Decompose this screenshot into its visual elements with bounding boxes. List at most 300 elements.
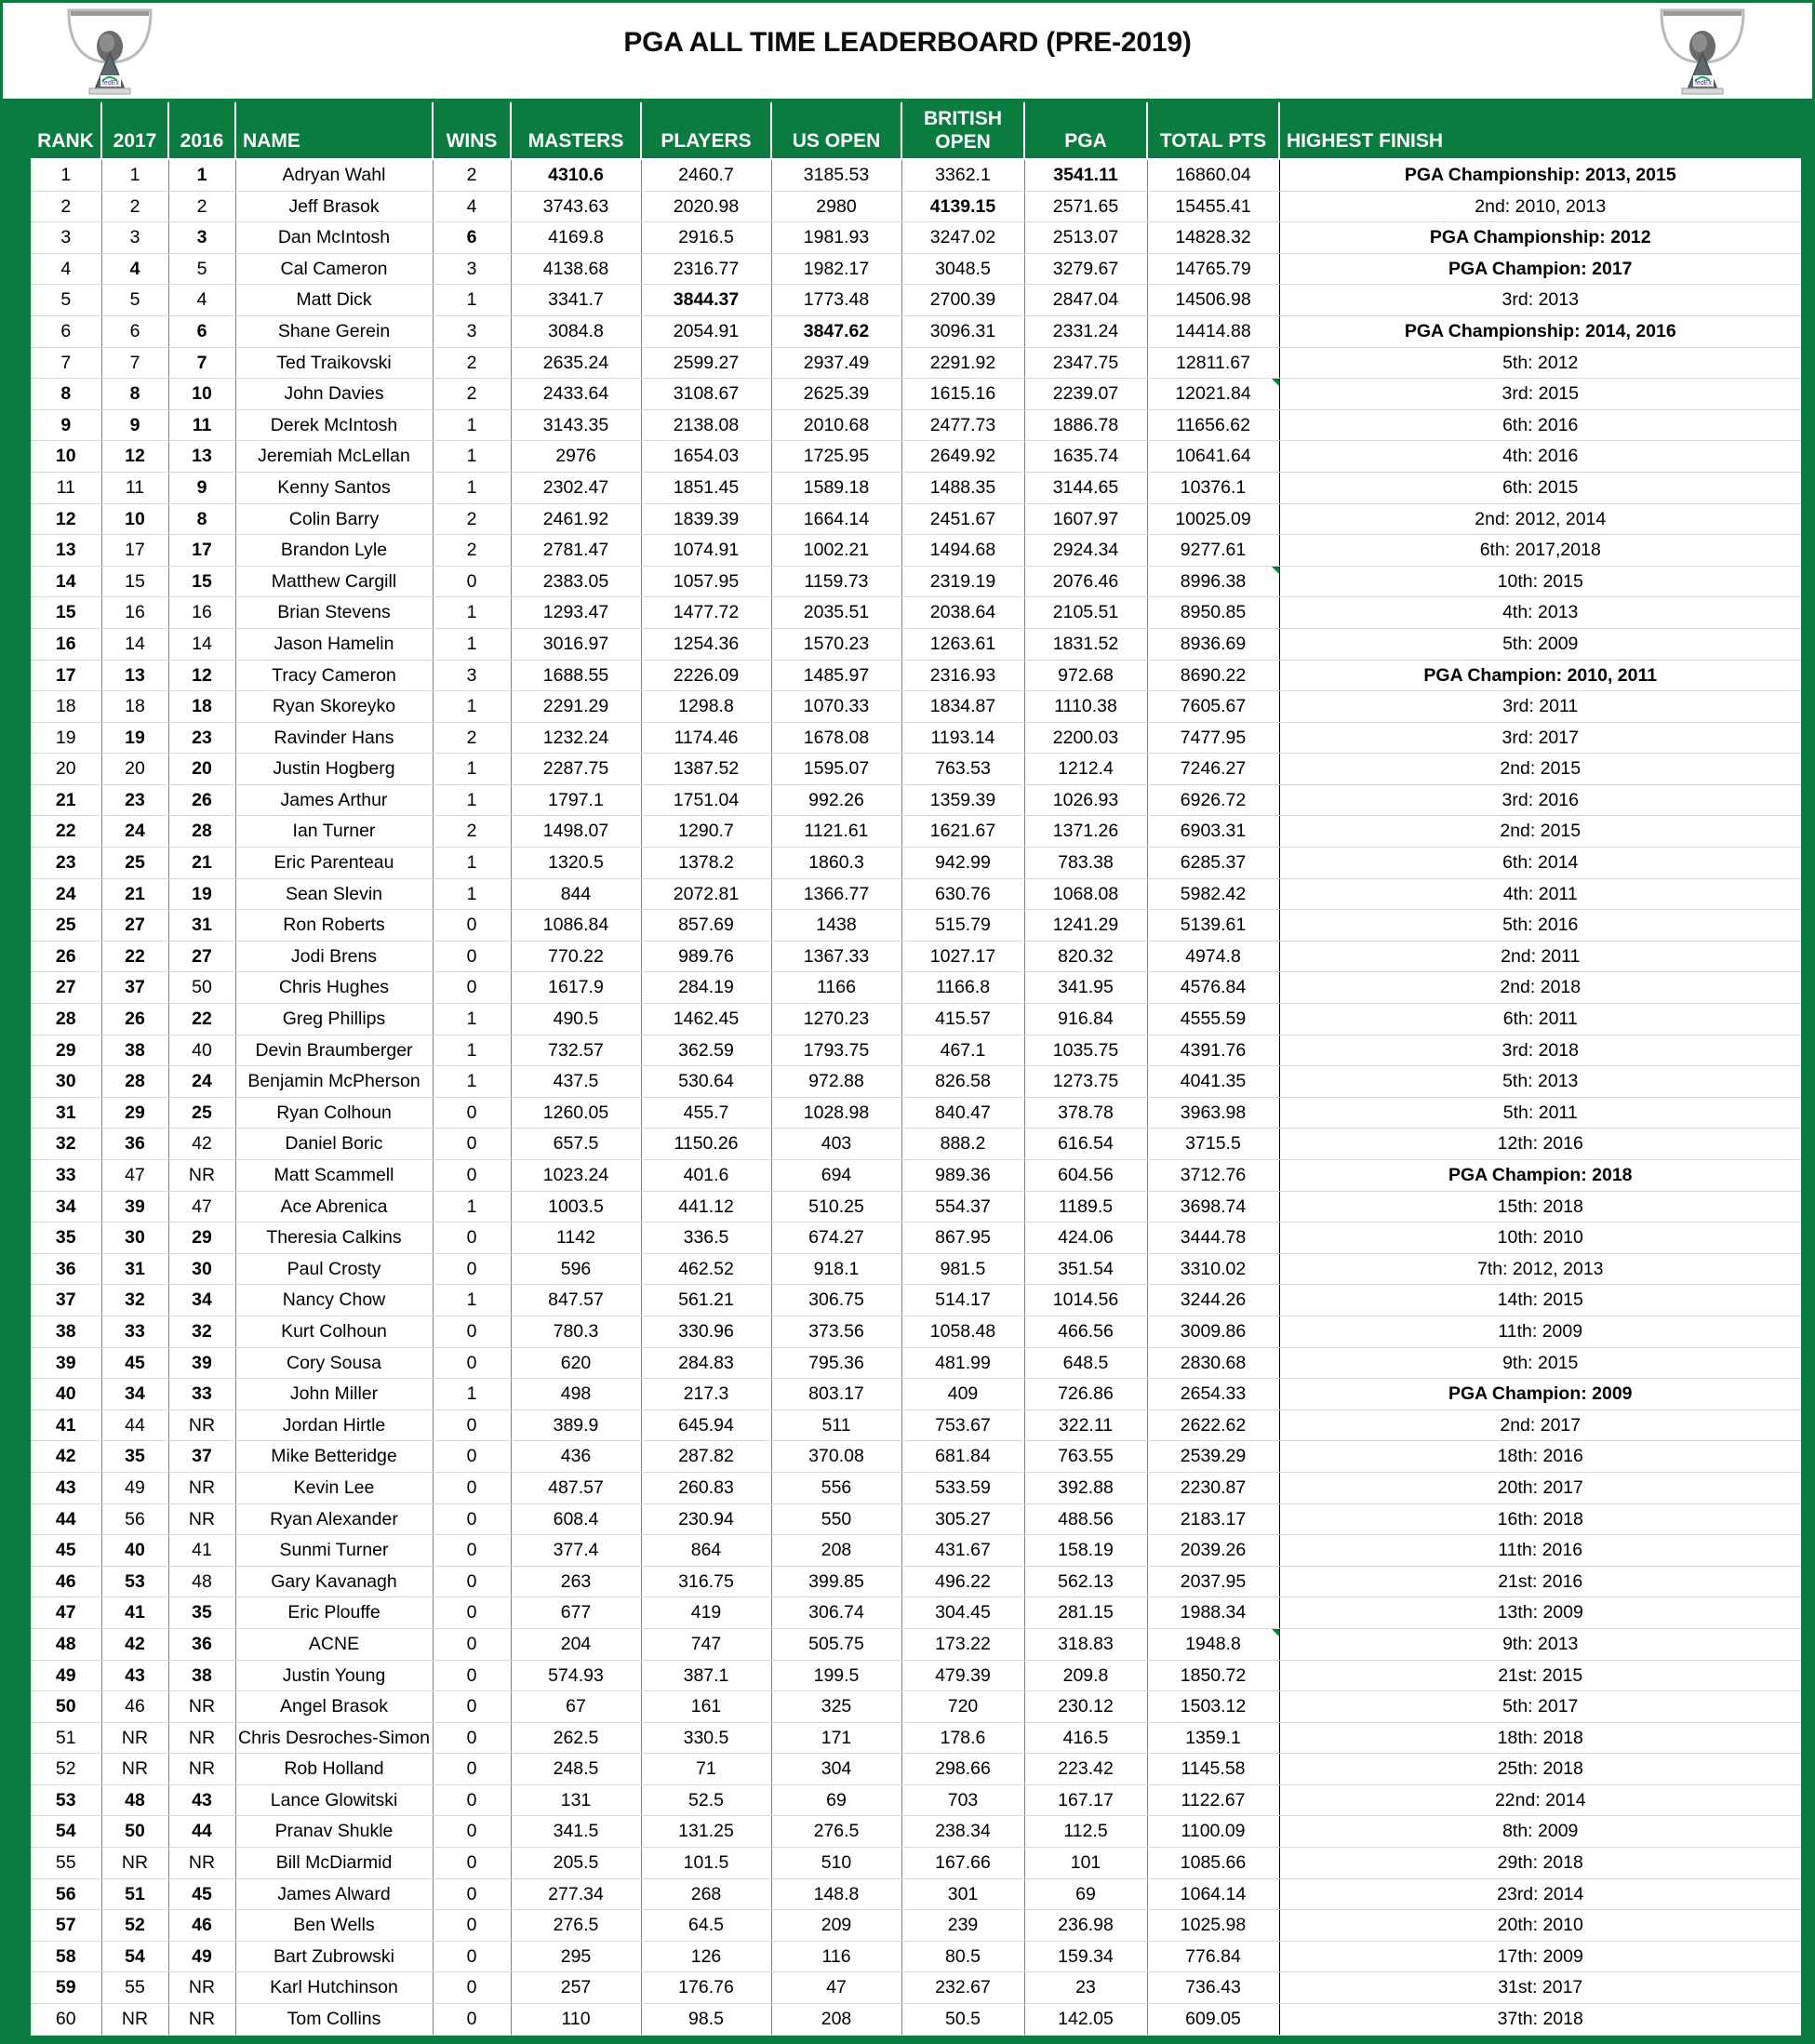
- cell-2017[interactable]: 24: [101, 816, 168, 848]
- cell-pga[interactable]: 604.56: [1024, 1160, 1147, 1192]
- cell-us-open[interactable]: 1773.48: [771, 285, 901, 316]
- cell-players[interactable]: 330.5: [641, 1722, 771, 1754]
- cell-rank[interactable]: 39: [31, 1347, 101, 1379]
- cell-2016[interactable]: 26: [168, 784, 235, 816]
- cell-players[interactable]: 1074.91: [641, 535, 771, 567]
- cell-2017[interactable]: 45: [101, 1347, 168, 1379]
- cell-pga[interactable]: 2200.03: [1024, 722, 1147, 754]
- cell-2016[interactable]: 24: [168, 1066, 235, 1098]
- cell-total-pts[interactable]: 6926.72: [1147, 784, 1279, 816]
- cell-players[interactable]: 64.5: [641, 1910, 771, 1942]
- cell-total-pts[interactable]: 3009.86: [1147, 1316, 1279, 1347]
- cell-players[interactable]: 1057.95: [641, 566, 771, 597]
- cell-us-open[interactable]: 1982.17: [771, 253, 901, 285]
- cell-players[interactable]: 362.59: [641, 1035, 771, 1066]
- table-row[interactable]: [31, 1535, 1801, 1567]
- cell-name[interactable]: Sunmi Turner: [235, 1535, 433, 1567]
- cell-us-open[interactable]: 276.5: [771, 1816, 901, 1848]
- cell-pga[interactable]: 2076.46: [1024, 566, 1147, 597]
- cell-total-pts[interactable]: 11656.62: [1147, 409, 1279, 441]
- cell-british-open[interactable]: 167.66: [901, 1848, 1024, 1879]
- cell-highest-finish[interactable]: 12th: 2016: [1279, 1129, 1801, 1160]
- cell-name[interactable]: Theresia Calkins: [235, 1222, 433, 1254]
- cell-players[interactable]: 387.1: [641, 1660, 771, 1691]
- cell-british-open[interactable]: 2477.73: [901, 409, 1024, 441]
- cell-pga[interactable]: 466.56: [1024, 1316, 1147, 1347]
- cell-name[interactable]: Justin Hogberg: [235, 754, 433, 785]
- table-row[interactable]: [31, 347, 1801, 379]
- cell-2016[interactable]: NR: [168, 1848, 235, 1879]
- cell-total-pts[interactable]: 4555.59: [1147, 1004, 1279, 1035]
- cell-2016[interactable]: NR: [168, 1691, 235, 1723]
- cell-masters[interactable]: 2302.47: [511, 472, 641, 503]
- cell-total-pts[interactable]: 4391.76: [1147, 1035, 1279, 1066]
- cell-total-pts[interactable]: 8996.38: [1147, 566, 1279, 597]
- cell-rank[interactable]: 30: [31, 1066, 101, 1098]
- table-row[interactable]: [31, 1660, 1801, 1691]
- cell-name[interactable]: Jason Hamelin: [235, 628, 433, 660]
- cell-players[interactable]: 441.12: [641, 1191, 771, 1222]
- cell-2017[interactable]: 44: [101, 1409, 168, 1441]
- cell-wins[interactable]: 0: [433, 1878, 511, 1910]
- cell-name[interactable]: Matt Scammell: [235, 1160, 433, 1192]
- cell-name[interactable]: Paul Crosty: [235, 1253, 433, 1285]
- cell-2016[interactable]: NR: [168, 2004, 235, 2036]
- cell-masters[interactable]: 1023.24: [511, 1160, 641, 1192]
- table-row[interactable]: [31, 628, 1801, 660]
- cell-2017[interactable]: 12: [101, 441, 168, 473]
- cell-pga[interactable]: 378.78: [1024, 1097, 1147, 1129]
- cell-rank[interactable]: 14: [31, 566, 101, 597]
- column-header-rank[interactable]: RANK: [31, 102, 101, 159]
- cell-2017[interactable]: 3: [101, 222, 168, 254]
- cell-name[interactable]: ACNE: [235, 1628, 433, 1660]
- cell-wins[interactable]: 0: [433, 1910, 511, 1942]
- cell-wins[interactable]: 0: [433, 1160, 511, 1192]
- cell-pga[interactable]: 351.54: [1024, 1253, 1147, 1285]
- cell-highest-finish[interactable]: 2nd: 2015: [1279, 754, 1801, 785]
- cell-name[interactable]: Jeff Brasok: [235, 191, 433, 222]
- cell-2017[interactable]: 17: [101, 535, 168, 567]
- cell-name[interactable]: Jeremiah McLellan: [235, 441, 433, 473]
- cell-wins[interactable]: 0: [433, 941, 511, 972]
- cell-rank[interactable]: 28: [31, 1004, 101, 1035]
- cell-total-pts[interactable]: 2654.33: [1147, 1379, 1279, 1410]
- cell-british-open[interactable]: 3362.1: [901, 159, 1024, 191]
- cell-rank[interactable]: 41: [31, 1409, 101, 1441]
- cell-pga[interactable]: 230.12: [1024, 1691, 1147, 1723]
- cell-wins[interactable]: 2: [433, 535, 511, 567]
- cell-2016[interactable]: 25: [168, 1097, 235, 1129]
- cell-highest-finish[interactable]: 37th: 2018: [1279, 2004, 1801, 2036]
- cell-highest-finish[interactable]: 2nd: 2017: [1279, 1409, 1801, 1441]
- cell-2017[interactable]: 48: [101, 1784, 168, 1816]
- cell-wins[interactable]: 0: [433, 1566, 511, 1597]
- cell-name[interactable]: Ryan Alexander: [235, 1503, 433, 1535]
- cell-highest-finish[interactable]: 14th: 2015: [1279, 1285, 1801, 1316]
- cell-british-open[interactable]: 409: [901, 1379, 1024, 1410]
- cell-wins[interactable]: 1: [433, 1191, 511, 1222]
- cell-british-open[interactable]: 178.6: [901, 1722, 1024, 1754]
- cell-2017[interactable]: 40: [101, 1535, 168, 1567]
- cell-name[interactable]: Karl Hutchinson: [235, 1972, 433, 2004]
- cell-pga[interactable]: 616.54: [1024, 1129, 1147, 1160]
- cell-pga[interactable]: 2331.24: [1024, 315, 1147, 347]
- cell-masters[interactable]: 377.4: [511, 1535, 641, 1567]
- cell-masters[interactable]: 1320.5: [511, 848, 641, 879]
- cell-british-open[interactable]: 1834.87: [901, 691, 1024, 723]
- cell-rank[interactable]: 32: [31, 1129, 101, 1160]
- cell-us-open[interactable]: 510.25: [771, 1191, 901, 1222]
- cell-name[interactable]: Benjamin McPherson: [235, 1066, 433, 1098]
- cell-total-pts[interactable]: 1988.34: [1147, 1597, 1279, 1629]
- cell-rank[interactable]: 42: [31, 1441, 101, 1473]
- cell-british-open[interactable]: 1621.67: [901, 816, 1024, 848]
- cell-rank[interactable]: 18: [31, 691, 101, 723]
- cell-2016[interactable]: 50: [168, 972, 235, 1004]
- cell-pga[interactable]: 392.88: [1024, 1472, 1147, 1503]
- cell-british-open[interactable]: 840.47: [901, 1097, 1024, 1129]
- cell-pga[interactable]: 763.55: [1024, 1441, 1147, 1473]
- cell-2016[interactable]: 3: [168, 222, 235, 254]
- cell-name[interactable]: Colin Barry: [235, 503, 433, 535]
- cell-players[interactable]: 747: [641, 1628, 771, 1660]
- cell-2016[interactable]: 18: [168, 691, 235, 723]
- cell-name[interactable]: Mike Betteridge: [235, 1441, 433, 1473]
- cell-highest-finish[interactable]: PGA Champion: 2010, 2011: [1279, 660, 1801, 691]
- cell-total-pts[interactable]: 9277.61: [1147, 535, 1279, 567]
- cell-masters[interactable]: 262.5: [511, 1722, 641, 1754]
- cell-rank[interactable]: 51: [31, 1722, 101, 1754]
- cell-masters[interactable]: 847.57: [511, 1285, 641, 1316]
- cell-masters[interactable]: 1260.05: [511, 1097, 641, 1129]
- cell-pga[interactable]: 1189.5: [1024, 1191, 1147, 1222]
- cell-2016[interactable]: 21: [168, 848, 235, 879]
- cell-highest-finish[interactable]: 10th: 2015: [1279, 566, 1801, 597]
- cell-masters[interactable]: 1003.5: [511, 1191, 641, 1222]
- cell-rank[interactable]: 2: [31, 191, 101, 222]
- cell-us-open[interactable]: 1589.18: [771, 472, 901, 503]
- table-row[interactable]: [31, 1253, 1801, 1285]
- cell-2017[interactable]: 20: [101, 754, 168, 785]
- cell-pga[interactable]: 820.32: [1024, 941, 1147, 972]
- cell-total-pts[interactable]: 14414.88: [1147, 315, 1279, 347]
- cell-wins[interactable]: 2: [433, 503, 511, 535]
- cell-british-open[interactable]: 4139.15: [901, 191, 1024, 222]
- cell-rank[interactable]: 20: [31, 754, 101, 785]
- cell-wins[interactable]: 0: [433, 1129, 511, 1160]
- cell-highest-finish[interactable]: 6th: 2014: [1279, 848, 1801, 879]
- table-row[interactable]: [31, 441, 1801, 473]
- cell-players[interactable]: 2460.7: [641, 159, 771, 191]
- cell-us-open[interactable]: 171: [771, 1722, 901, 1754]
- cell-players[interactable]: 1150.26: [641, 1129, 771, 1160]
- cell-name[interactable]: Ravinder Hans: [235, 722, 433, 754]
- cell-total-pts[interactable]: 2539.29: [1147, 1441, 1279, 1473]
- cell-wins[interactable]: 1: [433, 597, 511, 629]
- cell-us-open[interactable]: 1002.21: [771, 535, 901, 567]
- cell-players[interactable]: 1654.03: [641, 441, 771, 473]
- cell-players[interactable]: 1298.8: [641, 691, 771, 723]
- cell-2016[interactable]: NR: [168, 1160, 235, 1192]
- cell-british-open[interactable]: 2649.92: [901, 441, 1024, 473]
- cell-2016[interactable]: NR: [168, 1972, 235, 2004]
- cell-highest-finish[interactable]: 2nd: 2018: [1279, 972, 1801, 1004]
- cell-wins[interactable]: 1: [433, 1379, 511, 1410]
- cell-pga[interactable]: 223.42: [1024, 1754, 1147, 1785]
- cell-2016[interactable]: 9: [168, 472, 235, 503]
- cell-2016[interactable]: 10: [168, 379, 235, 410]
- cell-masters[interactable]: 3743.63: [511, 191, 641, 222]
- table-row[interactable]: [31, 159, 1801, 191]
- cell-2017[interactable]: NR: [101, 2004, 168, 2036]
- cell-highest-finish[interactable]: 5th: 2016: [1279, 910, 1801, 942]
- cell-highest-finish[interactable]: 6th: 2011: [1279, 1004, 1801, 1035]
- cell-masters[interactable]: 657.5: [511, 1129, 641, 1160]
- cell-2017[interactable]: 53: [101, 1566, 168, 1597]
- cell-name[interactable]: Eric Parenteau: [235, 848, 433, 879]
- cell-wins[interactable]: 0: [433, 2004, 511, 2036]
- cell-name[interactable]: Brandon Lyle: [235, 535, 433, 567]
- cell-2017[interactable]: 43: [101, 1660, 168, 1691]
- cell-pga[interactable]: 142.05: [1024, 2004, 1147, 2036]
- cell-british-open[interactable]: 298.66: [901, 1754, 1024, 1785]
- cell-total-pts[interactable]: 15455.41: [1147, 191, 1279, 222]
- column-header-2016[interactable]: 2016: [168, 102, 235, 159]
- cell-rank[interactable]: 49: [31, 1660, 101, 1691]
- cell-2017[interactable]: NR: [101, 1722, 168, 1754]
- cell-pga[interactable]: 101: [1024, 1848, 1147, 1879]
- cell-2017[interactable]: 47: [101, 1160, 168, 1192]
- cell-wins[interactable]: 0: [433, 1722, 511, 1754]
- cell-us-open[interactable]: 148.8: [771, 1878, 901, 1910]
- cell-pga[interactable]: 3279.67: [1024, 253, 1147, 285]
- cell-highest-finish[interactable]: 15th: 2018: [1279, 1191, 1801, 1222]
- cell-wins[interactable]: 1: [433, 1004, 511, 1035]
- cell-wins[interactable]: 1: [433, 691, 511, 723]
- cell-total-pts[interactable]: 2830.68: [1147, 1347, 1279, 1379]
- cell-2016[interactable]: 37: [168, 1441, 235, 1473]
- cell-pga[interactable]: 488.56: [1024, 1503, 1147, 1535]
- cell-highest-finish[interactable]: 22nd: 2014: [1279, 1784, 1801, 1816]
- cell-pga[interactable]: 159.34: [1024, 1941, 1147, 1972]
- cell-wins[interactable]: 1: [433, 754, 511, 785]
- cell-name[interactable]: Adryan Wahl: [235, 159, 433, 191]
- cell-2017[interactable]: 34: [101, 1379, 168, 1410]
- cell-us-open[interactable]: 992.26: [771, 784, 901, 816]
- cell-us-open[interactable]: 1166: [771, 972, 901, 1004]
- cell-rank[interactable]: 43: [31, 1472, 101, 1503]
- table-row[interactable]: [31, 848, 1801, 879]
- table-row[interactable]: [31, 1566, 1801, 1597]
- cell-wins[interactable]: 1: [433, 472, 511, 503]
- cell-highest-finish[interactable]: 3rd: 2017: [1279, 722, 1801, 754]
- table-row[interactable]: [31, 1848, 1801, 1879]
- cell-highest-finish[interactable]: 10th: 2010: [1279, 1222, 1801, 1254]
- cell-british-open[interactable]: 533.59: [901, 1472, 1024, 1503]
- cell-masters[interactable]: 110: [511, 2004, 641, 2036]
- cell-total-pts[interactable]: 5139.61: [1147, 910, 1279, 942]
- cell-wins[interactable]: 0: [433, 1691, 511, 1723]
- cell-total-pts[interactable]: 6903.31: [1147, 816, 1279, 848]
- cell-2016[interactable]: 17: [168, 535, 235, 567]
- cell-rank[interactable]: 59: [31, 1972, 101, 2004]
- cell-wins[interactable]: 0: [433, 1848, 511, 1879]
- cell-rank[interactable]: 55: [31, 1848, 101, 1879]
- cell-us-open[interactable]: 803.17: [771, 1379, 901, 1410]
- cell-us-open[interactable]: 1725.95: [771, 441, 901, 473]
- table-row[interactable]: [31, 315, 1801, 347]
- cell-us-open[interactable]: 306.75: [771, 1285, 901, 1316]
- cell-us-open[interactable]: 399.85: [771, 1566, 901, 1597]
- cell-players[interactable]: 989.76: [641, 941, 771, 972]
- cell-2017[interactable]: 8: [101, 379, 168, 410]
- cell-masters[interactable]: 131: [511, 1784, 641, 1816]
- cell-pga[interactable]: 2571.65: [1024, 191, 1147, 222]
- cell-2016[interactable]: 46: [168, 1910, 235, 1942]
- cell-us-open[interactable]: 1485.97: [771, 660, 901, 691]
- table-row[interactable]: [31, 1066, 1801, 1098]
- cell-players[interactable]: 1751.04: [641, 784, 771, 816]
- cell-highest-finish[interactable]: 2nd: 2012, 2014: [1279, 503, 1801, 535]
- cell-masters[interactable]: 1232.24: [511, 722, 641, 754]
- cell-2016[interactable]: 38: [168, 1660, 235, 1691]
- table-row[interactable]: [31, 1222, 1801, 1254]
- cell-2016[interactable]: NR: [168, 1472, 235, 1503]
- cell-british-open[interactable]: 1494.68: [901, 535, 1024, 567]
- cell-total-pts[interactable]: 4576.84: [1147, 972, 1279, 1004]
- cell-total-pts[interactable]: 8936.69: [1147, 628, 1279, 660]
- cell-british-open[interactable]: 2319.19: [901, 566, 1024, 597]
- cell-name[interactable]: Ian Turner: [235, 816, 433, 848]
- cell-pga[interactable]: 1607.97: [1024, 503, 1147, 535]
- cell-name[interactable]: Cory Sousa: [235, 1347, 433, 1379]
- cell-total-pts[interactable]: 14765.79: [1147, 253, 1279, 285]
- cell-highest-finish[interactable]: 13th: 2009: [1279, 1597, 1801, 1629]
- cell-pga[interactable]: 69: [1024, 1878, 1147, 1910]
- cell-name[interactable]: Ben Wells: [235, 1910, 433, 1942]
- column-header-us-open[interactable]: US OPEN: [771, 102, 901, 159]
- cell-us-open[interactable]: 1570.23: [771, 628, 901, 660]
- cell-2016[interactable]: 29: [168, 1222, 235, 1254]
- table-row[interactable]: [31, 1004, 1801, 1035]
- cell-players[interactable]: 176.76: [641, 1972, 771, 2004]
- cell-2016[interactable]: 30: [168, 1253, 235, 1285]
- cell-british-open[interactable]: 2291.92: [901, 347, 1024, 379]
- cell-rank[interactable]: 33: [31, 1160, 101, 1192]
- cell-highest-finish[interactable]: 5th: 2012: [1279, 347, 1801, 379]
- cell-2016[interactable]: 4: [168, 285, 235, 316]
- cell-masters[interactable]: 3084.8: [511, 315, 641, 347]
- cell-british-open[interactable]: 304.45: [901, 1597, 1024, 1629]
- cell-masters[interactable]: 1498.07: [511, 816, 641, 848]
- cell-pga[interactable]: 2105.51: [1024, 597, 1147, 629]
- cell-2017[interactable]: 10: [101, 503, 168, 535]
- cell-pga[interactable]: 236.98: [1024, 1910, 1147, 1942]
- cell-rank[interactable]: 37: [31, 1285, 101, 1316]
- cell-us-open[interactable]: 403: [771, 1129, 901, 1160]
- cell-masters[interactable]: 1688.55: [511, 660, 641, 691]
- cell-masters[interactable]: 620: [511, 1347, 641, 1379]
- cell-2017[interactable]: 21: [101, 878, 168, 910]
- cell-name[interactable]: Ron Roberts: [235, 910, 433, 942]
- cell-masters[interactable]: 487.57: [511, 1472, 641, 1503]
- cell-name[interactable]: Bill McDiarmid: [235, 1848, 433, 1879]
- cell-british-open[interactable]: 232.67: [901, 1972, 1024, 2004]
- cell-pga[interactable]: 424.06: [1024, 1222, 1147, 1254]
- cell-british-open[interactable]: 3247.02: [901, 222, 1024, 254]
- cell-masters[interactable]: 780.3: [511, 1316, 641, 1347]
- cell-players[interactable]: 217.3: [641, 1379, 771, 1410]
- cell-masters[interactable]: 2976: [511, 441, 641, 473]
- cell-players[interactable]: 2054.91: [641, 315, 771, 347]
- cell-wins[interactable]: 1: [433, 878, 511, 910]
- table-row[interactable]: [31, 285, 1801, 316]
- cell-rank[interactable]: 45: [31, 1535, 101, 1567]
- cell-highest-finish[interactable]: PGA Champion: 2009: [1279, 1379, 1801, 1410]
- cell-masters[interactable]: 1293.47: [511, 597, 641, 629]
- cell-players[interactable]: 316.75: [641, 1566, 771, 1597]
- cell-wins[interactable]: 3: [433, 315, 511, 347]
- cell-wins[interactable]: 0: [433, 1597, 511, 1629]
- cell-masters[interactable]: 608.4: [511, 1503, 641, 1535]
- cell-masters[interactable]: 4169.8: [511, 222, 641, 254]
- cell-masters[interactable]: 770.22: [511, 941, 641, 972]
- cell-us-open[interactable]: 1159.73: [771, 566, 901, 597]
- cell-2016[interactable]: 13: [168, 441, 235, 473]
- cell-2016[interactable]: 1: [168, 159, 235, 191]
- cell-masters[interactable]: 2383.05: [511, 566, 641, 597]
- cell-name[interactable]: Eric Plouffe: [235, 1597, 433, 1629]
- cell-name[interactable]: Tracy Cameron: [235, 660, 433, 691]
- cell-total-pts[interactable]: 5982.42: [1147, 878, 1279, 910]
- cell-players[interactable]: 284.19: [641, 972, 771, 1004]
- cell-2016[interactable]: 6: [168, 315, 235, 347]
- cell-name[interactable]: Matt Dick: [235, 285, 433, 316]
- cell-pga[interactable]: 726.86: [1024, 1379, 1147, 1410]
- cell-name[interactable]: Kurt Colhoun: [235, 1316, 433, 1347]
- cell-rank[interactable]: 53: [31, 1784, 101, 1816]
- cell-2017[interactable]: 4: [101, 253, 168, 285]
- cell-highest-finish[interactable]: 11th: 2016: [1279, 1535, 1801, 1567]
- cell-2017[interactable]: 11: [101, 472, 168, 503]
- cell-total-pts[interactable]: 3444.78: [1147, 1222, 1279, 1254]
- cell-us-open[interactable]: 306.74: [771, 1597, 901, 1629]
- cell-us-open[interactable]: 2035.51: [771, 597, 901, 629]
- cell-2016[interactable]: 47: [168, 1191, 235, 1222]
- cell-british-open[interactable]: 554.37: [901, 1191, 1024, 1222]
- cell-rank[interactable]: 52: [31, 1754, 101, 1785]
- cell-pga[interactable]: 1035.75: [1024, 1035, 1147, 1066]
- cell-highest-finish[interactable]: 7th: 2012, 2013: [1279, 1253, 1801, 1285]
- cell-2017[interactable]: 46: [101, 1691, 168, 1723]
- cell-players[interactable]: 131.25: [641, 1816, 771, 1848]
- cell-players[interactable]: 71: [641, 1754, 771, 1785]
- cell-rank[interactable]: 58: [31, 1941, 101, 1972]
- cell-name[interactable]: Sean Slevin: [235, 878, 433, 910]
- cell-2016[interactable]: 15: [168, 566, 235, 597]
- cell-us-open[interactable]: 1664.14: [771, 503, 901, 535]
- cell-wins[interactable]: 1: [433, 409, 511, 441]
- cell-british-open[interactable]: 481.99: [901, 1347, 1024, 1379]
- cell-players[interactable]: 3108.67: [641, 379, 771, 410]
- cell-british-open[interactable]: 1027.17: [901, 941, 1024, 972]
- cell-british-open[interactable]: 1615.16: [901, 379, 1024, 410]
- cell-rank[interactable]: 47: [31, 1597, 101, 1629]
- cell-players[interactable]: 2599.27: [641, 347, 771, 379]
- cell-players[interactable]: 419: [641, 1597, 771, 1629]
- cell-masters[interactable]: 204: [511, 1628, 641, 1660]
